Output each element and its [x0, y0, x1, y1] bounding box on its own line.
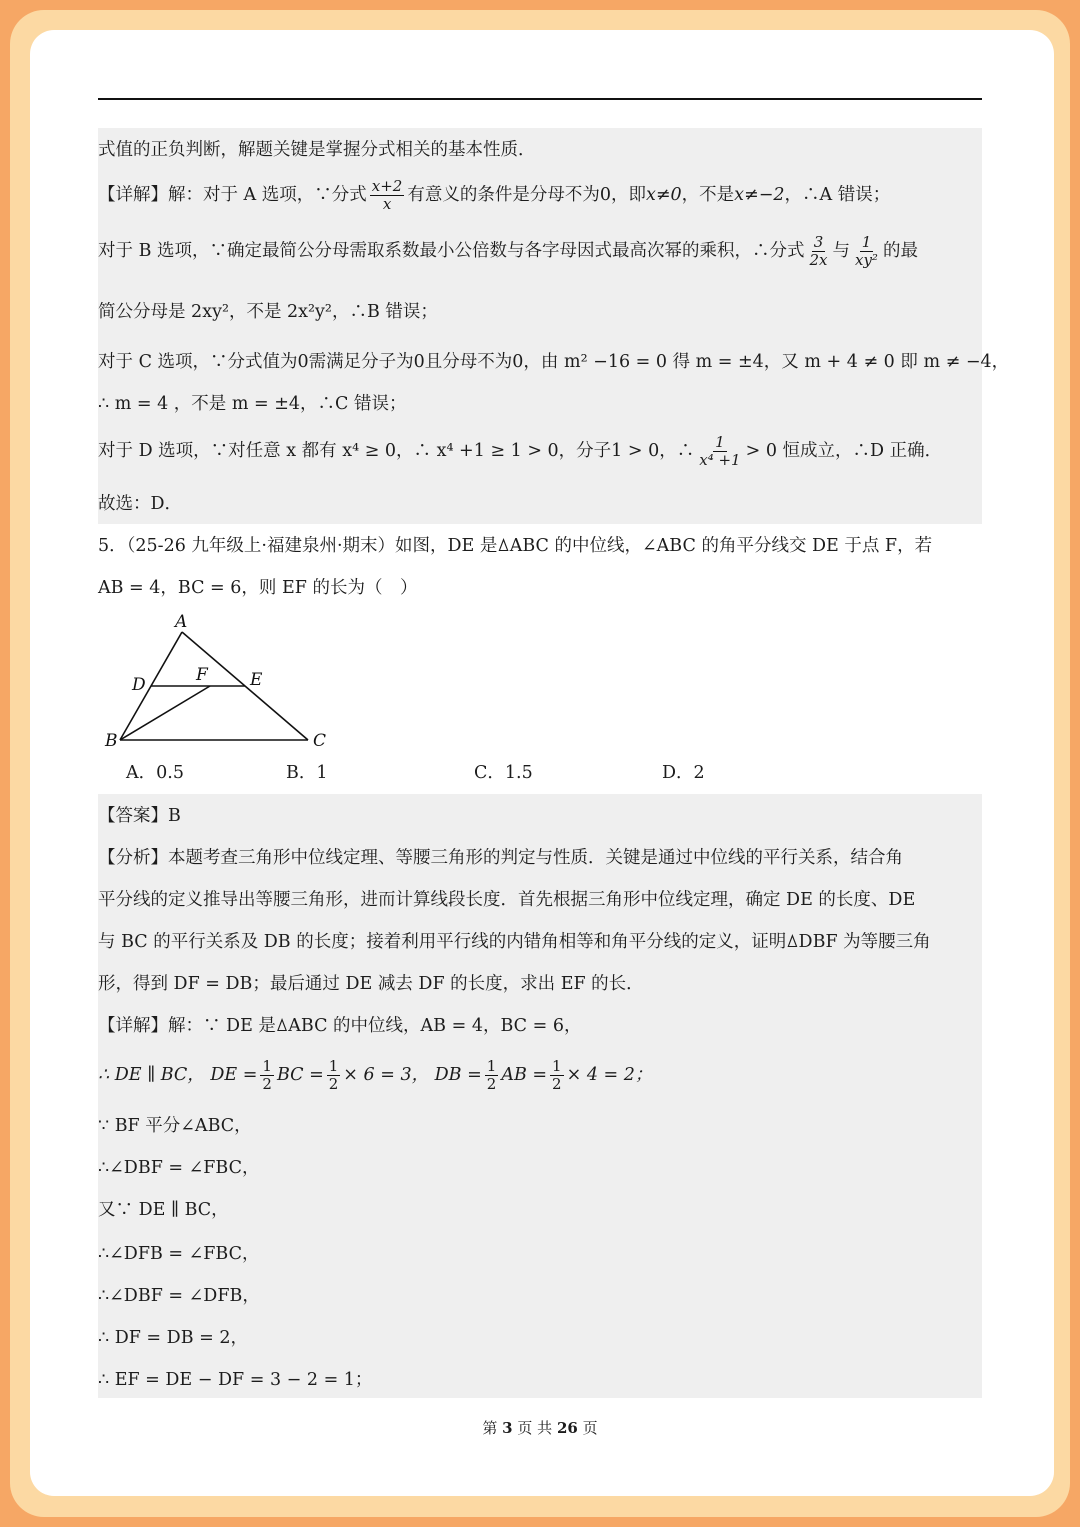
- label-B: B: [105, 731, 118, 751]
- denominator: xy²: [855, 251, 878, 269]
- page-footer: [0, 1417, 1080, 1438]
- fraction: [260, 1058, 274, 1093]
- text-segment: 的最: [882, 241, 918, 261]
- numerator: 1: [861, 233, 872, 251]
- header-rule: [98, 98, 982, 100]
- numerator: 3: [813, 233, 824, 251]
- answer-line: 【答案】B: [98, 806, 181, 826]
- page-number: 3: [502, 1419, 513, 1437]
- choice-b: B．1: [286, 763, 328, 783]
- text-segment: ∴ DE ∥ BC， DE =: [98, 1065, 258, 1085]
- text-segment: 与: [832, 241, 850, 261]
- text-segment: > 0 恒成立，∴D 正确．: [745, 441, 943, 461]
- label-A: A: [175, 612, 188, 632]
- analysis-line-3: 与 BC 的平行关系及 DB 的长度；接着利用平行线的内错角相等和角平分线的定义，证明ꕔDBF 为等腰三角: [98, 932, 931, 952]
- detail-line-5: 又∵ DE ∥ BC，: [98, 1200, 229, 1220]
- label-E: E: [250, 670, 263, 690]
- footer-text: 页 共: [517, 1419, 553, 1437]
- footer-text: 页: [582, 1419, 598, 1437]
- detail-line-8: ∴ DF = DB = 2，: [98, 1328, 248, 1348]
- choice-a: A．0.5: [126, 763, 184, 783]
- detail-option-d: [98, 434, 982, 469]
- math-expr: x≠−2: [734, 185, 785, 205]
- fraction: [853, 234, 880, 269]
- analysis-line-4: 形，得到 DF = DB；最后通过 DE 减去 DF 的长度，求出 EF 的长．: [98, 974, 644, 994]
- detail-option-a: [98, 178, 982, 213]
- choice-c: C．1.5: [474, 763, 533, 783]
- analysis-line-1: 【分析】本题考查三角形中位线定理、等腰三角形的判定与性质．关键是通过中位线的平行关系，结合角: [98, 848, 903, 868]
- analysis-tail: 式值的正负判断，解题关键是掌握分式相关的基本性质．: [98, 140, 536, 160]
- text-segment: × 4 = 2；: [566, 1065, 653, 1085]
- label-D: D: [132, 675, 146, 695]
- detail-line-7: ∴∠DBF = ∠DFB，: [98, 1286, 260, 1306]
- detail-option-b-cont: 简公分母是 2xy²，不是 2x²y²，∴B 错误；: [98, 302, 438, 322]
- denominator: 2: [262, 1075, 272, 1093]
- denominator: 2: [486, 1075, 497, 1093]
- text-segment: 对于 D 选项，∵对任意 x 都有 x⁴ ≥ 0，∴ x⁴ +1 ≥ 1 > 0，分子1 > 0，∴: [98, 441, 695, 461]
- numerator: 1: [262, 1057, 272, 1075]
- text-segment: 有意义的条件是分母不为0，即: [407, 185, 646, 205]
- text-segment: AB =: [501, 1065, 548, 1085]
- fraction: [697, 434, 742, 469]
- triangle-figure: [98, 606, 338, 756]
- label-C: C: [313, 731, 327, 751]
- detail-line-4: ∴∠DBF = ∠FBC，: [98, 1158, 260, 1178]
- analysis-line-2: 平分线的定义推导出等腰三角形，进而计算线段长度．首先根据三角形中位线定理，确定 DE 的长度、DE: [98, 890, 916, 910]
- denominator: 2: [552, 1075, 562, 1093]
- denominator: 2x: [809, 251, 828, 269]
- fraction: [370, 178, 405, 213]
- answer-choice-q4: 故选：D．: [98, 494, 183, 514]
- question-5-stem-cont: AB = 4，BC = 6，则 EF 的长为（ ）: [98, 578, 418, 598]
- denominator: 2: [328, 1075, 339, 1093]
- math-expr: x≠0: [645, 185, 682, 205]
- detail-line-3: ∵ BF 平分∠ABC，: [98, 1116, 252, 1136]
- text-segment: ，∴A 错误；: [784, 185, 891, 205]
- text-segment: × 6 = 3， DB =: [343, 1065, 482, 1085]
- total-pages: 26: [556, 1419, 578, 1437]
- detail-line-2: [98, 1058, 982, 1093]
- detail-option-b: [98, 234, 982, 269]
- detail-line-6: ∴∠DFB = ∠FBC，: [98, 1244, 260, 1264]
- detail-line-1: 【详解】解：∵ DE 是ꕔABC 的中位线，AB = 4，BC = 6，: [98, 1016, 582, 1036]
- numerator: 1: [552, 1057, 562, 1075]
- numerator: 1: [715, 433, 725, 451]
- text-segment: 【详解】解：对于 A 选项，∵分式: [98, 185, 367, 205]
- label-F: F: [196, 665, 208, 685]
- fraction: [485, 1058, 499, 1093]
- numerator: 1: [486, 1057, 497, 1075]
- detail-option-c-cont: ∴ m = 4 ，不是 m = ±4，∴C 错误；: [98, 394, 407, 414]
- text-segment: 对于 B 选项，∵确定最简公分母需取系数最小公倍数与各字母因式最高次幂的乘积，∴分式: [98, 241, 805, 261]
- question-5-stem: 5．（25-26 九年级上·福建泉州·期末）如图，DE 是ꕔABC 的中位线，∠ABC 的角平分线交 DE 于点 F，若: [98, 536, 933, 556]
- denominator: x⁴ +1: [699, 451, 741, 469]
- fraction: [327, 1058, 341, 1093]
- fraction: [550, 1058, 564, 1093]
- text-segment: ，不是: [681, 185, 735, 205]
- denominator: x: [382, 195, 392, 213]
- fraction: [807, 234, 829, 269]
- detail-option-c: 对于 C 选项，∵分式值为0需满足分子为0且分母不为0，由 m² −16 = 0 得 m = ±4，又 m + 4 ≠ 0 即 m ≠ −4，: [98, 352, 1010, 372]
- detail-line-9: ∴ EF = DE − DF = 3 − 2 = 1；: [98, 1370, 373, 1390]
- choice-d: D．2: [662, 763, 705, 783]
- footer-text: 第: [482, 1419, 498, 1437]
- numerator: 1: [328, 1057, 339, 1075]
- text-segment: BC =: [276, 1065, 324, 1085]
- numerator: x+2: [371, 177, 403, 195]
